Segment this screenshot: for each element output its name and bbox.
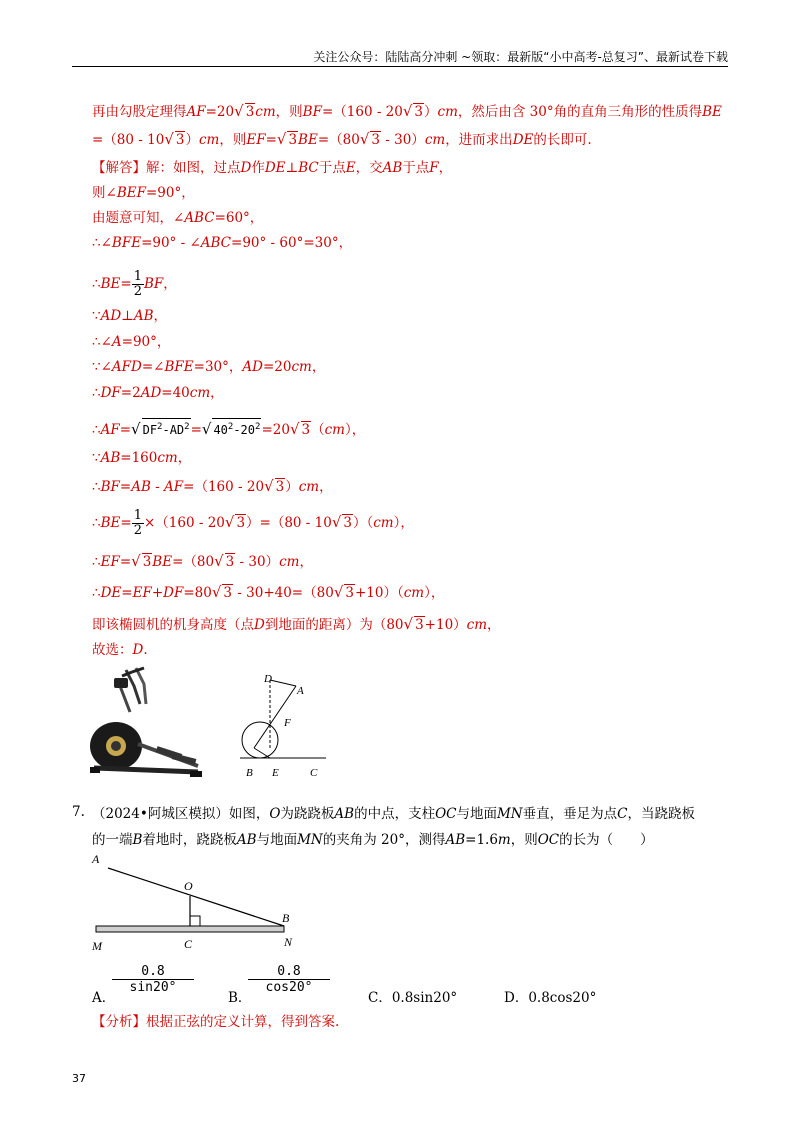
- option-a-fraction: [112, 964, 194, 995]
- text-span: 3: [225, 554, 235, 570]
- text-span: 为跷跷板: [280, 806, 335, 822]
- text-span: ∴∠: [92, 334, 112, 350]
- unit: cm: [255, 104, 276, 120]
- option-a-numerator: 0.8: [112, 964, 194, 980]
- text-span: ∴: [92, 479, 101, 495]
- text-span: =: [265, 132, 277, 148]
- text-span: AD: [140, 385, 162, 401]
- text-span: =160: [120, 450, 158, 466]
- label-E: E: [272, 767, 279, 779]
- text-span: ABC: [184, 210, 215, 226]
- text-span: AF: [100, 422, 120, 438]
- sqrt-sign: √: [131, 552, 141, 570]
- text-span: ，: [177, 450, 192, 466]
- label-A: A: [297, 685, 304, 697]
- solution-line-13: [92, 448, 191, 468]
- text-span: cm: [291, 359, 312, 375]
- text-span: AD: [242, 359, 263, 375]
- text-span: （2024•阿城区模拟）如图，: [92, 806, 270, 822]
- text-span: BC: [298, 160, 319, 176]
- text-span: =90°，: [121, 334, 171, 350]
- text-span: EF: [246, 132, 266, 148]
- text-span: cm: [324, 422, 345, 438]
- text-span: 1: [133, 508, 142, 523]
- text-span: 3: [223, 585, 232, 601]
- text-span: =: [120, 276, 132, 292]
- option-d: D．0.8cos20°: [504, 990, 597, 1006]
- text-span: .: [143, 642, 148, 658]
- text-span: 则∠: [92, 185, 117, 201]
- text-span: ），: [344, 422, 366, 438]
- fraction: [132, 270, 144, 299]
- sqrt-sign: √: [402, 102, 413, 120]
- sqrt-sign: √: [289, 420, 300, 438]
- text-span: ，: [438, 160, 453, 176]
- text-span: =90°，: [145, 185, 195, 201]
- text-span: DE: [512, 132, 534, 148]
- text-span: 3: [345, 585, 354, 601]
- page-header: [0, 0, 800, 70]
- text-span: ∴∠: [92, 235, 112, 251]
- text-span: =90° - ∠: [141, 235, 201, 251]
- text-span: cm: [373, 515, 394, 531]
- option-a-label: A．: [92, 990, 116, 1006]
- text-span: 的长即可.: [533, 132, 592, 148]
- sqrt-sign: √: [164, 130, 174, 148]
- segment-DA: [270, 680, 296, 686]
- text-span: MN: [297, 832, 323, 848]
- text-span: EF: [132, 585, 152, 601]
- text-span: B: [132, 832, 143, 848]
- text-span: ∴: [92, 422, 101, 438]
- text-span: ∴: [92, 585, 101, 601]
- sqrt-sign: √: [264, 477, 274, 495]
- text: =（160 - 20: [321, 104, 403, 120]
- text-span: 到地面的距离）为（80: [264, 617, 404, 633]
- analysis-line: 【分析】根据正弦的定义计算，得到答案.: [92, 1014, 340, 1030]
- sqrt-sign: √: [131, 420, 141, 438]
- text-span: +10）（: [354, 585, 404, 601]
- text-span: D: [132, 642, 144, 658]
- option-b-label: B．: [228, 990, 252, 1006]
- text-span: - 30）: [380, 132, 425, 148]
- text-span: =60°，: [214, 210, 264, 226]
- text-span: ×（160 - 20: [143, 515, 225, 531]
- solution-line-3: [92, 158, 452, 178]
- text-span: ∴: [92, 276, 101, 292]
- sqrt-sign: √: [224, 513, 235, 531]
- text-span: C: [617, 806, 628, 822]
- text-span: =30°，: [193, 359, 243, 375]
- question-7-line-1: [92, 804, 695, 824]
- text-span: ，交: [355, 160, 383, 176]
- text-span: - 30）: [235, 554, 280, 570]
- text-span: ）（: [353, 515, 374, 531]
- text-span: 垂直，垂足为点: [522, 806, 618, 822]
- text-span: 与地面: [456, 806, 497, 822]
- solution-line-1: [92, 101, 722, 122]
- option-a-denominator: sin20°: [129, 980, 177, 995]
- label-A: A: [92, 852, 100, 866]
- text-span: =: [119, 422, 132, 438]
- text-span: - 30+40=（80: [233, 585, 334, 601]
- text-span: 3: [301, 422, 311, 438]
- text-span: =1.6: [465, 832, 498, 848]
- var: AF: [186, 104, 206, 120]
- solution-line-7: [92, 270, 177, 299]
- text-span: AB: [382, 160, 403, 176]
- elliptical-machine-image: [86, 664, 206, 784]
- text-span: BFE: [164, 359, 194, 375]
- text-span: =40: [161, 385, 190, 401]
- solution-line-18: [92, 614, 501, 635]
- text-span: DE: [100, 585, 122, 601]
- sqrt-expression: [142, 418, 191, 438]
- text: ，则: [275, 104, 303, 120]
- text-span: AD: [100, 308, 122, 324]
- sqrt-sign: √: [276, 130, 287, 148]
- seesaw-board-AB: [108, 868, 284, 926]
- text-span: =: [190, 422, 202, 438]
- text-span: ⊥: [285, 160, 299, 176]
- text-span: ∵: [92, 308, 101, 324]
- text-span: -AD: [162, 423, 185, 437]
- text-span: ）: [285, 479, 299, 495]
- text-span: ∵: [92, 450, 101, 466]
- solution-line-12: [92, 418, 365, 440]
- sqrt-expression: [212, 418, 261, 438]
- text-span: 由题意可知，∠: [92, 210, 185, 226]
- solution-line-15: [92, 508, 414, 538]
- text-span: D: [240, 160, 252, 176]
- text-span: E: [345, 160, 356, 176]
- text-span: =20: [261, 422, 290, 438]
- solution-line-9: [92, 332, 170, 352]
- text-span: BF: [100, 479, 120, 495]
- text-span: ，: [487, 617, 501, 633]
- text-span: cm: [157, 450, 178, 466]
- text-span: ，当跷跷板: [627, 806, 695, 822]
- text-span: 故选：: [92, 642, 133, 658]
- text-span: =（80 - 10: [92, 132, 165, 148]
- text-span: +: [151, 585, 164, 601]
- text-span: F: [429, 160, 439, 176]
- text-span: ABC: [200, 235, 232, 251]
- var: BF: [302, 104, 322, 120]
- text-span: 3: [371, 132, 380, 148]
- text-span: DF: [100, 385, 121, 401]
- text-span: BFE: [111, 235, 142, 251]
- text-span: 2: [133, 284, 142, 299]
- text-span: 3: [343, 515, 352, 531]
- text-span: 的长为（ ）: [559, 832, 654, 848]
- sqrt-sign: √: [403, 615, 414, 633]
- text-span: cm: [298, 479, 320, 495]
- label-O: O: [184, 879, 193, 893]
- label-F: F: [284, 717, 291, 729]
- text-span: O: [269, 806, 281, 822]
- page-number: 37: [72, 1072, 86, 1085]
- text-span: （: [311, 422, 325, 438]
- sqrt-sign: √: [201, 420, 212, 438]
- text-span: 作: [251, 160, 265, 176]
- text-span: =: [121, 585, 133, 601]
- text-span: 40: [213, 423, 228, 437]
- label-M: M: [92, 939, 102, 953]
- text-span: ，: [311, 359, 326, 375]
- label-B: B: [246, 767, 253, 779]
- option-b-fraction: [248, 964, 330, 995]
- text-span: ，则: [219, 132, 247, 148]
- text-span: OC: [537, 832, 560, 848]
- text-span: ），: [393, 515, 414, 531]
- text-span: AB: [445, 832, 466, 848]
- solution-line-8: [92, 306, 167, 326]
- option-b-numerator: 0.8: [248, 964, 330, 980]
- text-span: ），: [424, 585, 445, 601]
- text-span: =（80: [172, 554, 215, 570]
- question-7-line-2: [92, 830, 654, 850]
- text-span: 的夹角为 20°，测得: [322, 832, 446, 848]
- text: 再由勾股定理得: [92, 104, 187, 120]
- text-span: ）=（80 - 10: [246, 515, 332, 531]
- text-span: =（80: [317, 132, 360, 148]
- text-span: AB: [131, 479, 151, 495]
- solution-line-10: [92, 357, 325, 377]
- text-span: 3: [415, 617, 424, 633]
- text-span: ∵∠: [92, 359, 112, 375]
- text-span: 3: [288, 132, 298, 148]
- text-span: =2: [120, 385, 141, 401]
- text-span: A: [111, 334, 122, 350]
- text-span: BEF: [116, 185, 146, 201]
- text-span: ，: [163, 276, 177, 292]
- text-span: 的一端: [92, 832, 133, 848]
- text-span: +10）: [424, 617, 467, 633]
- text-span: BE: [298, 132, 318, 148]
- text-span: DE: [264, 160, 286, 176]
- text-span: 2: [255, 422, 261, 432]
- text-span: MN: [496, 806, 523, 822]
- text-span: DF: [163, 585, 184, 601]
- label-C: C: [310, 767, 318, 779]
- text-span: 即该椭圆机的机身高度（点: [92, 617, 254, 633]
- solution-line-6: [92, 233, 352, 253]
- solution-line-5: [92, 208, 263, 228]
- sqrt-sign: √: [359, 130, 370, 148]
- text-span: cm: [198, 132, 220, 148]
- text-span: 2: [133, 523, 142, 538]
- header-rule: [72, 66, 728, 67]
- header-text: 关注公众号：陆陆高分冲刺 ~领取：最新版“小中高考-总复习”、最新试卷下载: [313, 50, 728, 64]
- text-span: AB: [100, 450, 121, 466]
- right-angle-mark: [190, 916, 200, 926]
- text-span: cm: [279, 554, 300, 570]
- text-span: cm: [189, 385, 211, 401]
- text-span: AFD: [111, 359, 142, 375]
- text-span: m: [497, 832, 511, 848]
- text-span: 【解答】解：如图，过点: [92, 160, 241, 176]
- text-span: ，进而求出: [445, 132, 513, 148]
- text-span: 1: [133, 269, 142, 284]
- text-span: ，则: [510, 832, 538, 848]
- fraction: [132, 509, 144, 538]
- text-span: ∴: [92, 515, 101, 531]
- option-c: C．0.8sin20°: [368, 990, 458, 1006]
- text-span: 于点: [402, 160, 430, 176]
- sqrt-sign: √: [234, 102, 244, 120]
- text-span: 3: [275, 479, 285, 495]
- solution-line-4: [92, 183, 195, 203]
- text-span: DF: [142, 423, 158, 437]
- solution-line-11: [92, 383, 224, 403]
- text-span: BE: [100, 515, 121, 531]
- text-span: 于点: [318, 160, 346, 176]
- text-span: ，: [299, 554, 313, 570]
- var: BE: [702, 104, 722, 120]
- text-span: =80: [183, 585, 212, 601]
- label-N: N: [284, 935, 293, 949]
- text-span: 与地面: [256, 832, 298, 848]
- text-span: ）: [185, 132, 199, 148]
- text-span: 的中点，支柱: [354, 806, 436, 822]
- text: ）: [424, 104, 438, 120]
- text-span: BF: [143, 276, 164, 292]
- text-span: =: [119, 554, 132, 570]
- question-number: 7.: [72, 804, 85, 820]
- label-C: C: [184, 937, 193, 951]
- sqrt-sign: √: [331, 513, 342, 531]
- text-span: AB: [236, 832, 257, 848]
- text-span: =90° - 60°=30°，: [231, 235, 353, 251]
- text-span: 着地时，跷跷板: [142, 832, 237, 848]
- geometry-figure-1: [236, 664, 336, 784]
- label-D: D: [264, 673, 272, 685]
- text-span: AB: [133, 308, 154, 324]
- text-span: 3: [236, 515, 246, 531]
- solution-line-16: [92, 551, 313, 572]
- segment-to-E: [254, 748, 270, 758]
- text-span: ⊥: [121, 308, 134, 324]
- text-span: 2: [184, 422, 190, 432]
- text-span: BE: [100, 276, 121, 292]
- solution-line-2: [92, 129, 592, 150]
- text-span: =: [120, 515, 132, 531]
- text: ，然后由含 30°角的直角三角形的性质得: [457, 104, 703, 120]
- sqrt-sign: √: [211, 583, 222, 601]
- text-span: 2: [227, 422, 234, 432]
- text-span: ，: [319, 479, 333, 495]
- text-span: =（160 - 20: [183, 479, 265, 495]
- text-span: ∴: [92, 385, 101, 401]
- text-span: D: [254, 617, 265, 633]
- text-span: 3: [142, 554, 152, 570]
- ground-MN: [96, 926, 284, 932]
- unit: cm: [437, 104, 458, 120]
- text-span: =: [119, 479, 132, 495]
- text-span: ，: [153, 308, 168, 324]
- text-span: =20: [262, 359, 292, 375]
- solution-line-17: [92, 582, 444, 603]
- sqrt-radicand: 3: [414, 104, 424, 120]
- text-span: AF: [164, 479, 184, 495]
- text-span: ∴: [92, 554, 101, 570]
- text-span: cm: [424, 132, 446, 148]
- solution-line-19: [92, 640, 148, 660]
- sqrt-sign: √: [333, 583, 344, 601]
- text-span: OC: [435, 806, 457, 822]
- text-span: -20: [233, 423, 256, 437]
- solution-line-14: [92, 476, 333, 497]
- option-b-denominator: cos20°: [265, 980, 313, 995]
- text-span: cm: [403, 585, 425, 601]
- label-B: B: [282, 911, 290, 925]
- text-span: =∠: [141, 359, 165, 375]
- seesaw-figure: [86, 850, 316, 956]
- text: =20: [205, 104, 235, 120]
- text-span: 3: [175, 132, 185, 148]
- text-span: EF: [100, 554, 120, 570]
- text-span: BE: [152, 554, 173, 570]
- text-span: ，: [210, 385, 224, 401]
- text-span: -: [150, 479, 165, 495]
- text-span: 2: [157, 422, 163, 432]
- sqrt-sign: √: [214, 552, 224, 570]
- text-span: AB: [334, 806, 355, 822]
- sqrt-radicand: 3: [245, 104, 255, 120]
- text-span: cm: [466, 617, 488, 633]
